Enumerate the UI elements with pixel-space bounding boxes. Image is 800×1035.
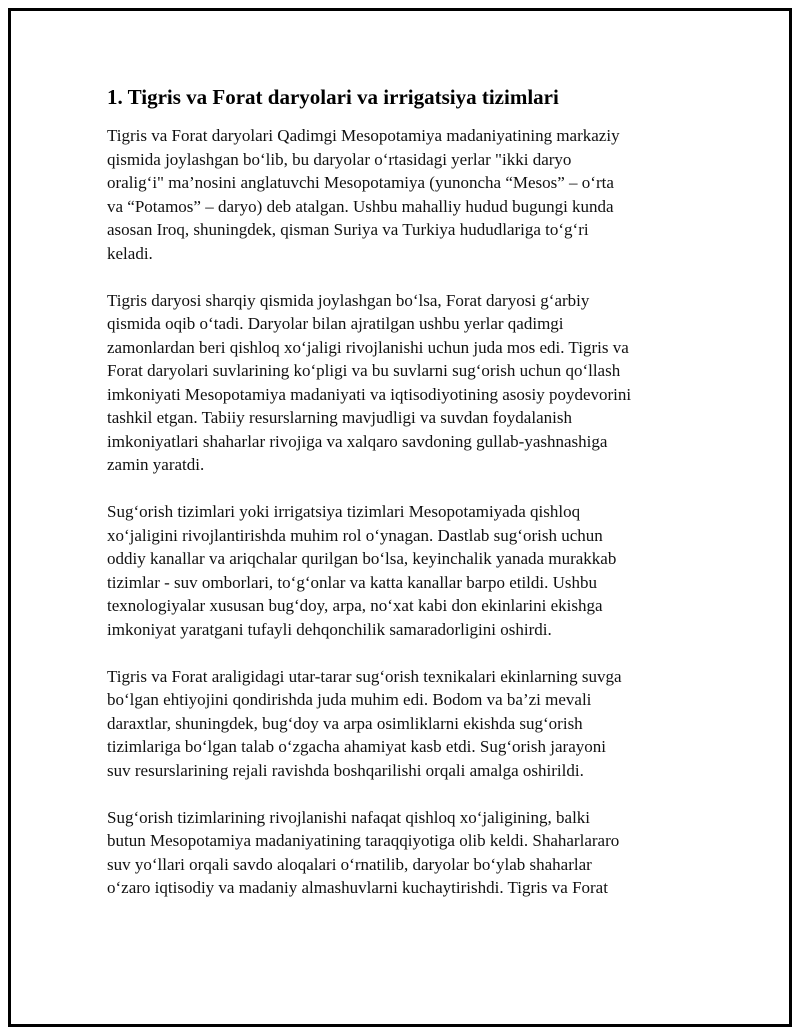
text-line: Sug‘orish tizimlarining rivojlanishi nafaqat qishloq xo‘jaligining, balki bbox=[107, 807, 591, 827]
paragraph-4 bbox=[107, 665, 687, 783]
text-line: suv yo‘llari orqali savdo aloqalari o‘rnatilib, daryolar bo‘ylab shaharlar bbox=[107, 854, 592, 874]
text-line: xo‘jaligini rivojlantirishda muhim rol o‘ynagan. Dastlab sug‘orish uchun bbox=[107, 525, 603, 545]
text-line: Tigris va Forat daryolari Qadimgi Mesopotamiya madaniyatining markaziy bbox=[107, 126, 620, 145]
text-line: tizimlariga bo‘lgan talab o‘zgacha ahamiyat kasb etdi. Sug‘orish jarayoni bbox=[107, 737, 606, 756]
text-line: oralig‘i" ma’nosini anglatuvchi Mesopotamiya (yunoncha “Mesos” – o‘rta bbox=[107, 173, 614, 192]
text-line: texnologiyalar xususan bug‘doy, arpa, no‘xat kabi don ekinlarini ekishga bbox=[107, 596, 603, 615]
paragraph-3 bbox=[107, 500, 687, 641]
paragraph-2 bbox=[107, 289, 687, 477]
text-line: imkoniyati Mesopotamiya madaniyati va iqtisodiyotining asosiy poydevorini bbox=[107, 384, 632, 404]
text-line: butun Mesopotamiya madaniyatining taraqqiyotiga olib keldi. Shaharlararo bbox=[107, 831, 620, 850]
text-line: daraxtlar, shuningdek, bug‘doy va arpa osimliklarni ekishda sug‘orish bbox=[107, 713, 583, 733]
section-heading: 1. Tigris va Forat daryolari va irrigatsiya tizimlari bbox=[107, 85, 559, 109]
text-line: Forat daryolari suvlarining ko‘pligi va bu suvlarni sug‘orish uchun qo‘llash bbox=[107, 361, 621, 380]
text-line: Tigris va Forat araligidagi utar-tarar sug‘orish texnikalari ekinlarning suvga bbox=[107, 666, 622, 686]
text-line: va “Potamos” – daryo) deb atalgan. Ushbu mahalliy hudud bugungi kunda bbox=[107, 196, 614, 216]
text-line: oddiy kanallar va ariqchalar qurilgan bo‘lsa, keyinchalik yanada murakkab bbox=[107, 549, 617, 568]
text-line: keladi. bbox=[107, 243, 153, 263]
paragraph-5 bbox=[107, 806, 687, 900]
text-line: zamin yaratdi. bbox=[107, 455, 205, 474]
text-line: imkoniyatlari shaharlar rivojiga va xalqaro savdoning gullab-yashnashiga bbox=[107, 431, 608, 451]
document-body bbox=[107, 84, 687, 923]
text-line: Tigris daryosi sharqiy qismida joylashgan bo‘lsa, Forat daryosi g‘arbiy bbox=[107, 290, 590, 310]
text-line: qismida joylashgan bo‘lib, bu daryolar o‘rtasidagi yerlar "ikki daryo bbox=[107, 149, 572, 169]
text-line: bo‘lgan ehtiyojini qondirishda juda muhim edi. Bodom va ba’zi mevali bbox=[107, 690, 592, 709]
paragraph-1 bbox=[107, 124, 687, 265]
text-line: tashkil etgan. Tabiiy resurslarning mavjudligi va suvdan foydalanish bbox=[107, 408, 572, 427]
text-line: qismida oqib o‘tadi. Daryolar bilan ajratilgan ushbu yerlar qadimgi bbox=[107, 314, 564, 333]
text-line: o‘zaro iqtisodiy va madaniy almashuvlarni kuchaytirishdi. Tigris va Forat bbox=[107, 878, 608, 897]
text-line: zamonlardan beri qishloq xo‘jaligi rivojlanishi uchun juda mos edi. Tigris va bbox=[107, 337, 629, 357]
text-line: asosan Iroq, shuningdek, qisman Suriya va Turkiya hududlariga to‘g‘ri bbox=[107, 220, 589, 239]
text-line: suv resurslarining rejali ravishda boshqarilishi orqali amalga oshirildi. bbox=[107, 760, 584, 780]
text-line: imkoniyat yaratgani tufayli dehqonchilik samaradorligini oshirdi. bbox=[107, 619, 552, 639]
text-line: Sug‘orish tizimlari yoki irrigatsiya tizimlari Mesopotamiyada qishloq bbox=[107, 502, 581, 521]
text-line: tizimlar - suv omborlari, to‘g‘onlar va katta kanallar barpo etildi. Ushbu bbox=[107, 572, 598, 592]
